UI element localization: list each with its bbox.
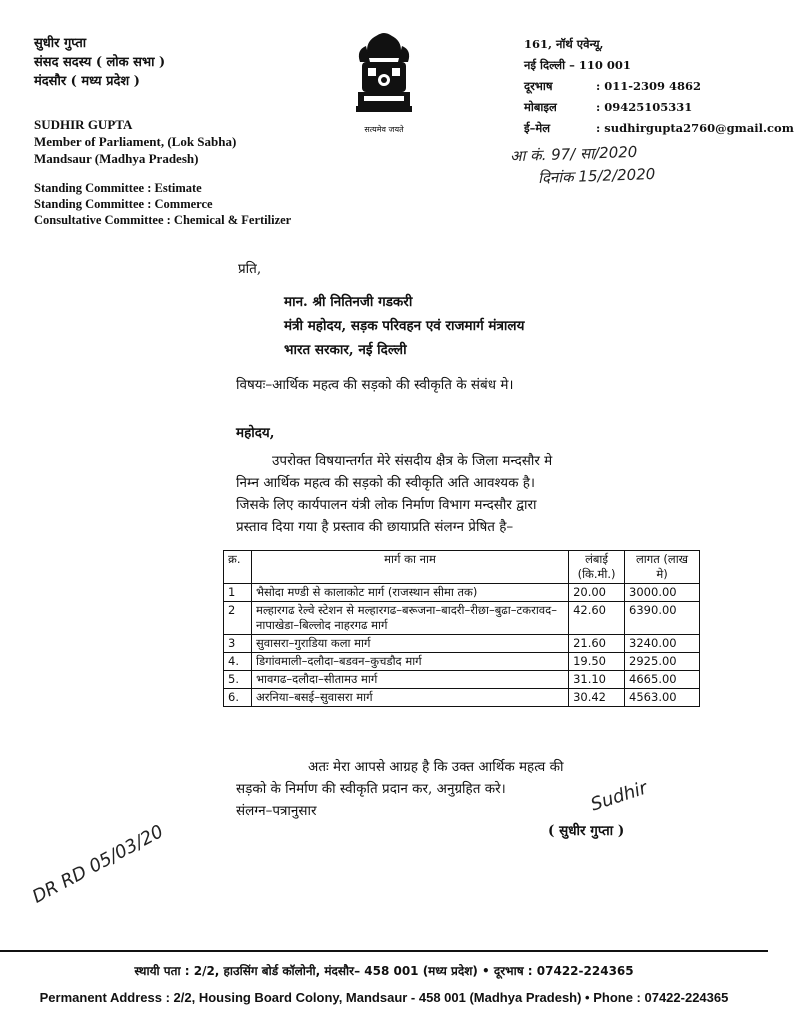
address-block <box>524 34 794 139</box>
para1-line: निम्न आर्थिक महत्व की सड़को की स्वीकृति अति आवश्यक है। <box>236 475 536 491</box>
phone-row: दूरभाष : 011-2309 4862 <box>524 79 702 93</box>
footer-divider <box>0 950 768 952</box>
table-header-row <box>224 551 700 584</box>
subject-line: विषयः–आर्थिक महत्व की सड़को की स्वीकृति के संबंध मे। <box>236 377 514 393</box>
table-row: 4. डिगांवमाली–दलौदा–बडवन–कुचडौद मार्ग 19.50 2925.00 <box>224 653 700 671</box>
para2-line: अतः मेरा आपसे आग्रह है कि उक्त आर्थिक महत्व की <box>308 759 564 775</box>
committee-list <box>34 180 291 228</box>
recipient-block <box>284 290 524 362</box>
margin-note: DR RD 05/03/20 <box>29 821 167 908</box>
roads-table <box>223 550 700 707</box>
header-cost: लागत (लाख मे) <box>625 551 700 584</box>
para1-line: प्रस्ताव दिया गया है प्रस्ताव की छायाप्रति संलग्न प्रेषित है– <box>236 519 514 535</box>
salutation: महोदय, <box>236 425 275 441</box>
table-row: 1 भैसोदा मण्डी से कालाकोट मार्ग (राजस्थान सीमा तक) 20.00 3000.00 <box>224 584 700 602</box>
header-sn: क्र. <box>224 551 252 584</box>
committee-item: Standing Committee : Commerce <box>34 197 213 211</box>
address-line-2: नई दिल्ली – 110 001 <box>524 58 631 72</box>
lion-capital-icon <box>346 28 422 124</box>
to-label: प्रति, <box>238 261 262 277</box>
footer-address-english: Permanent Address : 2/2, Housing Board Colony, Mandsaur - 458 001 (Madhya Pradesh) • Phone : 07422-224365 <box>39 990 729 1005</box>
handwritten-ref: आ कं. 97/ सा/2020 <box>509 142 638 166</box>
paragraph-1 <box>236 450 676 538</box>
recipient-line: मान. श्री नितिनजी गडकरी <box>284 294 413 310</box>
para1-line: जिसके लिए कार्यपालन यंत्री लोक निर्माण विभाग मन्दसौर द्वारा <box>236 497 537 513</box>
mobile-row: मोबाइल : 09425105331 <box>524 100 693 114</box>
table-row: 5. भावगढ–दलौदा–सीतामउ मार्ग 31.10 4665.00 <box>224 671 700 689</box>
para1-line: उपरोक्त विषयान्तर्गत मेरे संसदीय क्षैत्र के जिला मन्दसौर मे <box>272 453 553 469</box>
sender-block-english <box>34 116 236 167</box>
sender-title-hindi: संसद सदस्य ( लोक सभा ) <box>34 55 166 70</box>
sender-name-hindi: सुधीर गुप्ता <box>34 36 87 51</box>
email-row: ई–मेल : sudhirgupta2760@gmail.com <box>524 121 794 135</box>
sender-title-english: Member of Parliament, (Lok Sabha) <box>34 134 237 149</box>
sender-block-hindi <box>34 34 165 91</box>
recipient-line: भारत सरकार, नई दिल्ली <box>284 342 407 358</box>
table-row: 3 सुवासरा–गुराडिया कला मार्ग 21.60 3240.00 <box>224 635 700 653</box>
committee-item: Consultative Committee : Chemical & Fertilizer <box>34 213 292 227</box>
signature-mark: Sudhir <box>588 777 650 816</box>
enclosure-note: संलग्न–पत्रानुसार <box>236 803 317 819</box>
signatory-name: ( सुधीर गुप्ता ) <box>548 823 625 839</box>
handwritten-date: दिनांक 15/2/2020 <box>537 164 656 188</box>
sender-place-english: Mandsaur (Madhya Pradesh) <box>34 151 199 166</box>
emblem-motto: सत्यमेव जयते <box>364 125 404 134</box>
table-row: 2 मल्हारगढ रेल्वे स्टेशन से मल्हारगढ–बरूजना–बादरी–रीछा–बुढा–टकरावद–नापाखेडा–बिल्लोद नाहरगढ मार्ग 42.60 6390.00 <box>224 602 700 635</box>
sender-name-english: SUDHIR GUPTA <box>34 117 133 132</box>
para2-line: सड़को के निर्माण की स्वीकृति प्रदान कर, अनुग्रहित करे। <box>236 781 506 797</box>
footer-address-hindi: स्थायी पता : 2/2, हाउसिंग बोर्ड कॉलोनी, मंदसौर– 458 001 (मध्य प्रदेश) • दूरभाष : 07422-224365 <box>134 964 634 978</box>
table-row: 6. अरनिया–बसई–सुवासरा मार्ग 30.42 4563.00 <box>224 689 700 707</box>
national-emblem <box>346 28 422 138</box>
committee-item: Standing Committee : Estimate <box>34 181 202 195</box>
address-line-1: 161, नॉर्थ एवेन्यू, <box>524 37 604 51</box>
header-name: मार्ग का नाम <box>251 551 568 584</box>
header-length: लंबाई (कि.मी.) <box>569 551 625 584</box>
sender-place-hindi: मंदसौर ( मध्य प्रदेश ) <box>34 74 140 89</box>
recipient-line: मंत्री महोदय, सड़क परिवहन एवं राजमार्ग मंत्रालय <box>284 318 525 334</box>
